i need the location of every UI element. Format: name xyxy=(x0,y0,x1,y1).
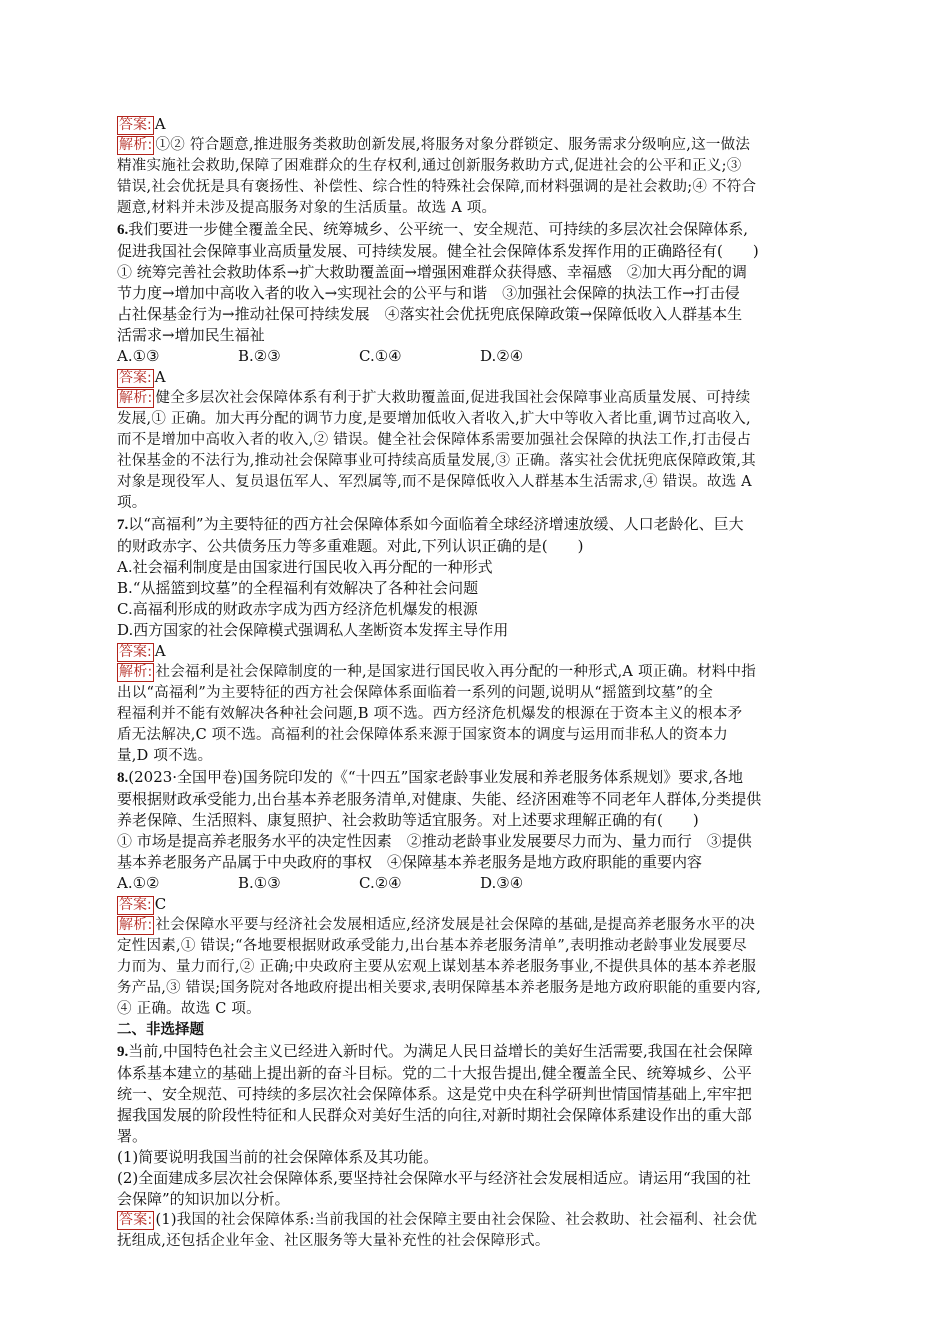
analysis-line xyxy=(117,662,833,683)
line-text: A xyxy=(154,115,166,133)
line-text: C.高福利形成的财政赤字成为西方经济危机爆发的根源 xyxy=(117,600,478,618)
line-text: 而不是增加中高收入者的收入,② 错误。健全社会保障体系需要加强社会保障的执法工作,打击侵占 xyxy=(117,432,752,448)
line-text: 发展,① 正确。加大再分配的调节力度,是要增加低收入者收入,扩大中等收入者比重,调节过高收入, xyxy=(117,411,751,427)
line-text: 项。 xyxy=(117,495,147,511)
analysis-line xyxy=(117,999,833,1020)
option: B.①③ xyxy=(238,874,281,892)
option: D.③④ xyxy=(480,874,524,892)
answer-tag: 答案: xyxy=(119,117,152,133)
analysis-tag: 解析: xyxy=(119,390,153,406)
answer-tag: 答案: xyxy=(119,1212,153,1228)
line-text: 精准实施社会救助,保障了困难群众的生存权利,通过创新服务救助方式,促进社会的公平和正义;③ xyxy=(117,158,742,174)
question-line xyxy=(117,1168,833,1189)
line-text: 社会福利是社会保障制度的一种,是国家进行国民收入再分配的一种形式,A 项正确。材料中指 xyxy=(155,664,757,680)
line-text: A xyxy=(154,368,166,386)
line-text: 当前,中国特色社会主义已经进入新时代。为满足人民日益增长的美好生活需要,我国在社会保障 xyxy=(128,1042,753,1060)
answer-line xyxy=(117,1210,833,1231)
line-text: 体系基本建立的基础上提出新的奋斗目标。党的二十大报告提出,健全覆盖全民、统筹城乡、公平 xyxy=(117,1064,752,1082)
answer-tag: 答案: xyxy=(119,370,152,386)
line-text: 握我国发展的阶段性特征和人民群众对美好生活的向往,对新时期社会保障体系建设作出的重大部 xyxy=(117,1106,752,1124)
line-text: B.“从摇篮到坟墓”的全程福利有效解决了各种社会问题 xyxy=(117,579,479,597)
line-text: A xyxy=(154,642,166,660)
line-text: 的财政赤字、公共债务压力等多重难题。对此,下列认识正确的是( ) xyxy=(117,537,584,555)
answer-line xyxy=(117,114,833,135)
analysis-tag: 解析: xyxy=(119,664,153,680)
analysis-line xyxy=(117,725,833,746)
line-text: 占社保基金行为→推动社保可持续发展 ④落实社会优抚兜底保障政策→保障低收入人群基本生 xyxy=(117,305,743,323)
analysis-line xyxy=(117,156,833,177)
answer-line xyxy=(117,1231,833,1252)
question-block xyxy=(117,219,833,367)
question-line xyxy=(117,262,833,283)
line-text: ④ 正确。故选 C 项。 xyxy=(117,1001,261,1017)
line-text: C xyxy=(154,895,167,913)
line-text: 定性因素,① 错误;“各地要根据财政承受能力,出台基本养老服务清单”,表明推动老龄事业发展要尽 xyxy=(117,938,747,954)
answer-block xyxy=(117,894,833,915)
question-block xyxy=(117,514,833,641)
analysis-tag: 解析: xyxy=(119,917,153,933)
line-text: 错误,社会优抚是具有褒扬性、补偿性、综合性的特殊社会保障,而材料强调的是社会救助;④ 不符合 xyxy=(117,179,757,195)
question-line xyxy=(117,810,833,831)
line-text: 务产品,③ 错误;国务院对各地政府提出相关要求,表明保障基本养老服务是地方政府职能的重要内容, xyxy=(117,980,762,996)
question-line xyxy=(117,1041,833,1063)
analysis-line xyxy=(117,177,833,198)
question-line xyxy=(117,852,833,873)
option: C.②④ xyxy=(359,874,402,892)
answer-tag: 答案: xyxy=(119,644,152,660)
analysis-line xyxy=(117,746,833,767)
line-text: 养老保障、生活照料、康复照护、社会救助等适宜服务。对上述要求理解正确的有( ) xyxy=(117,811,699,829)
line-text: 要根据财政承受能力,出台基本养老服务清单,对健康、失能、经济困难等不同老年人群体,分类提供 xyxy=(117,790,762,808)
line-text: 社保基金的不法行为,推动社会保障事业可持续高质量发展,③ 正确。落实社会优抚兜底保障政策,其 xyxy=(117,453,756,469)
line-text: 促进我国社会保障事业高质量发展、可持续发展。健全社会保障体系发挥作用的正确路径有( ) xyxy=(117,242,759,260)
line-text: 署。 xyxy=(117,1127,148,1145)
line-text: 题意,材料并未涉及提高服务对象的生活质量。故选 A 项。 xyxy=(117,200,497,216)
analysis-line xyxy=(117,493,833,514)
question-line xyxy=(117,578,833,599)
line-text: 统一、安全规范、可持续的多层次社会保障体系。这是党中央在科学研判世情国情基础上,牢牢把 xyxy=(117,1085,752,1103)
document-page xyxy=(117,114,833,1252)
line-text: 二、非选择题 xyxy=(117,1022,204,1038)
analysis-line xyxy=(117,704,833,725)
answer-line xyxy=(117,641,833,662)
answer-block xyxy=(117,1210,833,1252)
analysis-line xyxy=(117,683,833,704)
question-line xyxy=(117,1084,833,1105)
line-text: A.社会福利制度是由国家进行国民收入再分配的一种形式 xyxy=(117,558,493,576)
line-text: (1)简要说明我国当前的社会保障体系及其功能。 xyxy=(117,1148,439,1166)
analysis-line xyxy=(117,198,833,219)
question-line xyxy=(117,599,833,620)
question-number: 8. xyxy=(117,770,129,786)
line-text: 我们要进一步健全覆盖全民、统筹城乡、公平统一、安全规范、可持续的多层次社会保障体系, xyxy=(128,220,749,238)
question-line xyxy=(117,789,833,810)
line-text: 抚组成,还包括企业年金、社区服务等大量补充性的社会保障形式。 xyxy=(117,1233,550,1249)
line-text: 活需求→增加民生福祉 xyxy=(117,326,265,344)
option: C.①④ xyxy=(359,347,402,365)
line-text: 对象是现役军人、复员退伍军人、军烈属等,而不是保障低收入人群基本生活需求,④ 错误。故选 A xyxy=(117,474,752,490)
line-text: (2)全面建成多层次社会保障体系,要坚持社会保障水平与经济社会发展相适应。请运用“我国的社 xyxy=(117,1169,751,1187)
option: B.②③ xyxy=(238,347,281,365)
option: A.①② xyxy=(117,874,160,892)
answer-line xyxy=(117,894,833,915)
question-line xyxy=(117,1105,833,1126)
line-text: ① 统筹完善社会救助体系→扩大救助覆盖面→增强困难群众获得感、幸福感 ②加大再分配的调 xyxy=(117,263,747,281)
question-line xyxy=(117,620,833,641)
question-line xyxy=(117,304,833,325)
analysis-line xyxy=(117,957,833,978)
line-text: (2023·全国甲卷)国务院印发的《“十四五”国家老龄事业发展和养老服务体系规划》要求,各地 xyxy=(128,768,744,786)
analysis-line xyxy=(117,936,833,957)
answer-block xyxy=(117,114,833,135)
analysis-block xyxy=(117,662,833,767)
answer-block xyxy=(117,641,833,662)
question-line xyxy=(117,1126,833,1147)
analysis-tag: 解析: xyxy=(119,137,153,153)
analysis-line xyxy=(117,430,833,451)
question-line xyxy=(117,767,833,789)
question-number: 6. xyxy=(117,222,129,238)
line-text: 基本养老服务产品属于中央政府的事权 ④保障基本养老服务是地方政府职能的重要内容 xyxy=(117,853,703,871)
line-text: 出以“高福利”为主要特征的西方社会保障体系面临着一系列的问题,说明从“摇篮到坟墓”的全 xyxy=(117,685,714,701)
option: A.①③ xyxy=(117,347,160,365)
answer-line xyxy=(117,367,833,388)
question-number: 9. xyxy=(117,1044,129,1060)
question-line xyxy=(117,283,833,304)
analysis-line xyxy=(117,915,833,936)
line-text: 节力度→增加中高收入者的收入→实现社会的公平与和谐 ③加强社会保障的执法工作→打击侵 xyxy=(117,284,740,302)
question-block xyxy=(117,1041,833,1210)
option: D.②④ xyxy=(480,347,524,365)
line-text: D.西方国家的社会保障模式强调私人垄断资本发挥主导作用 xyxy=(117,621,509,639)
line-text: 以“高福利”为主要特征的西方社会保障体系如今面临着全球经济增速放缓、人口老龄化、巨大 xyxy=(128,515,744,533)
analysis-line xyxy=(117,472,833,493)
line-text: ①② 符合题意,推进服务类救助创新发展,将服务对象分群锁定、服务需求分级响应,这一做法 xyxy=(155,137,751,153)
analysis-block xyxy=(117,135,833,219)
line-text: 健全多层次社会保障体系有利于扩大救助覆盖面,促进我国社会保障事业高质量发展、可持续 xyxy=(155,390,751,406)
analysis-line xyxy=(117,388,833,409)
analysis-block xyxy=(117,915,833,1020)
section-line xyxy=(117,1020,833,1041)
question-line xyxy=(117,557,833,578)
question-line xyxy=(117,514,833,536)
section-block xyxy=(117,1020,833,1041)
analysis-block xyxy=(117,388,833,514)
question-number: 7. xyxy=(117,517,129,533)
question-line xyxy=(117,831,833,852)
analysis-line xyxy=(117,978,833,999)
question-line xyxy=(117,1189,833,1210)
question-line xyxy=(117,1147,833,1168)
line-text: (1)我国的社会保障体系:当前我国的社会保障主要由社会保险、社会救助、社会福利、社会优 xyxy=(155,1212,758,1228)
question-block xyxy=(117,767,833,894)
answer-block xyxy=(117,367,833,388)
question-line xyxy=(117,325,833,346)
options-row xyxy=(117,873,833,894)
analysis-line xyxy=(117,451,833,472)
line-text: 会保障”的知识加以分析。 xyxy=(117,1190,290,1208)
question-line xyxy=(117,1063,833,1084)
line-text: 量,D 项不选。 xyxy=(117,748,213,764)
question-line xyxy=(117,241,833,262)
line-text: 社会保障水平要与经济社会发展相适应,经济发展是社会保障的基础,是提高养老服务水平的决 xyxy=(155,917,756,933)
line-text: 盾无法解决,C 项不选。高福利的社会保障体系来源于国家资本的调度与运用而非私人的资本力 xyxy=(117,727,729,743)
line-text: 程福利并不能有效解决各种社会问题,B 项不选。西方经济危机爆发的根源在于资本主义的根本矛 xyxy=(117,706,743,722)
answer-tag: 答案: xyxy=(119,897,152,913)
analysis-line xyxy=(117,135,833,156)
line-text: 力而为、量力而行,② 正确;中央政府主要从宏观上谋划基本养老服务事业,不提供具体的基本养老服 xyxy=(117,959,757,975)
options-row xyxy=(117,346,833,367)
line-text: ① 市场是提高养老服务水平的决定性因素 ②推动老龄事业发展要尽力而为、量力而行 ③提供 xyxy=(117,832,752,850)
question-line xyxy=(117,536,833,557)
analysis-line xyxy=(117,409,833,430)
question-line xyxy=(117,219,833,241)
